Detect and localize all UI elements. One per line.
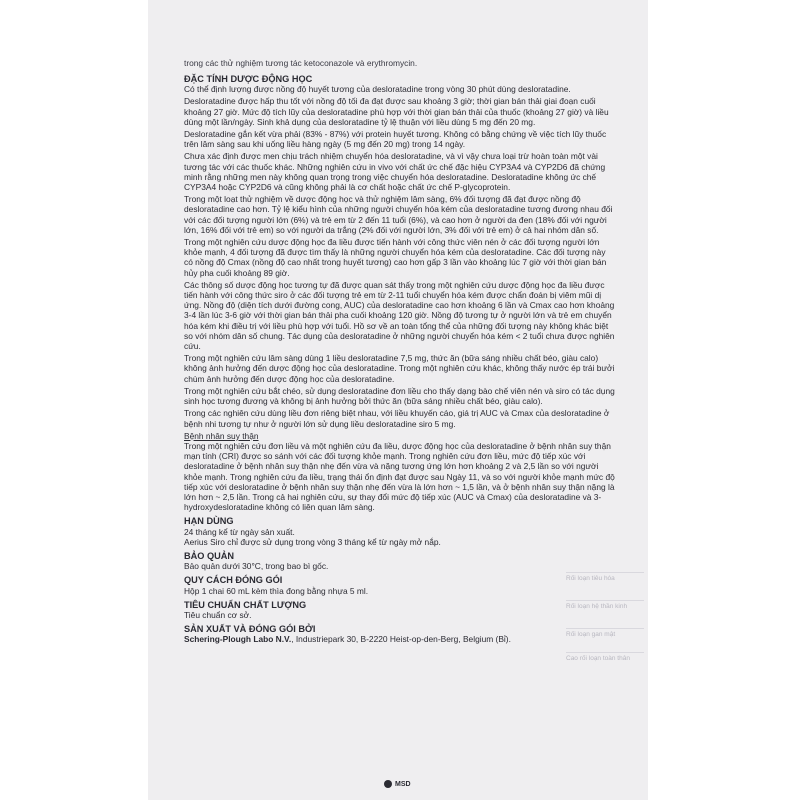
msd-logo-text: MSD <box>395 780 411 788</box>
manufacturer-heading: SẢN XUẤT VÀ ĐÓNG GÓI BỞI <box>184 624 316 635</box>
pk-paragraph: Desloratadine gắn kết vừa phải (83% - 87%) với protein huyết tương. Không có bằng chứng về việc tích lũy thuốc trên lâm sàng sau khi uống liều hàng ngày (5 mg đến 20 mg) trong 14 ngày. <box>184 129 607 150</box>
storage-text: Bảo quản dưới 30°C, trong bao bì gốc. <box>184 561 329 572</box>
pk-paragraph: Trong các nghiên cứu dùng liều đơn riêng biệt nhau, với liều khuyến cáo, giá trị AUC và Cmax của desloratadine ở bệnh nhi tương tự như ở người lớn sử dụng liều desloratadine siro 5 mg. <box>184 408 610 429</box>
manufacturer-address: , Industriepark 30, B-2220 Heist-op-den-Berg, Belgium (Bỉ). <box>291 634 511 645</box>
pharmacokinetics-heading: ĐẶC TÍNH DƯỢC ĐỘNG HỌC <box>184 74 313 84</box>
show-through-text: Rối loạn gan mật <box>566 628 644 639</box>
pk-paragraph: Trong một loạt thử nghiệm về dược động học và thử nghiệm lâm sàng, 6% đối tượng đã đạt được nồng độ desloratadine cao hơn. Tỷ lệ kiểu hình của những người chuyển hóa kém của desloratadine tương đương nhau đối với các đối tượng người lớn (6%) và trẻ em từ 2 đến 11 tuổi (6%), và cao hơn ở người da đen (18% đối với người lớn, 16% đối với trẻ em) so với người da trắng (2% đối với người lớn, 3% đối với trẻ em) ở cả hai nhóm dân số. <box>184 194 613 235</box>
msd-logo <box>384 780 411 788</box>
manufacturer-line <box>184 634 616 644</box>
shelf-life-line: Aerius Siro chỉ được sử dụng trong vòng 3 tháng kể từ ngày mở nắp. <box>184 536 441 547</box>
packaging-text: Hộp 1 chai 60 mL kèm thìa đong bằng nhựa 5 ml. <box>184 585 369 596</box>
pk-paragraph: Chưa xác định được men chịu trách nhiệm chuyển hóa desloratadine, và vì vậy chưa loại trừ hoàn toàn một vài tương tác với các thuốc khác. Những nghiên cứu in vivo với chất ức chế đặc hiệu CYP3A4 và CYP2D6 đã chứng minh rằng những men này không quan trọng trong việc chuyển hóa desloratadine. Desloratadine không ức chế CYP3A4 hoặc CYP2D6 và cũng không phải là cơ chất hoặc chất ức chế P-glycoprotein. <box>184 151 606 193</box>
top-cut-line: trong các thử nghiệm tương tác ketoconazole và erythromycin. <box>184 58 418 68</box>
leaflet-content <box>184 70 616 645</box>
pk-paragraph: Các thông số dược động học tương tự đã được quan sát thấy trong một nghiên cứu dược động học đa liều được tiến hành với công thức siro ở các đối tượng trẻ em từ 2-11 tuổi chuyển hóa kém được chẩn đoán bị viêm mũi dị ứng. Nồng độ (diện tích dưới đường cong, AUC) của desloratadine cao hơn khoảng 6 lần và Cmax cao hơn khoảng 3-4 lần lúc 3-6 giờ với thời gian bán thải pha cuối khoảng 120 giờ. Nồng độ tương tự ở người lớn và trẻ em chuyển hóa kém khi điều trị với liều phù hợp với tuổi. Hồ sơ về an toàn tổng thể của những đối tượng này không khác biệt so với nhóm dân số chung. Tác dụng của desloratadine ở những người chuyển hóa kém < 2 tuổi chưa được nghiên cứu. <box>184 279 615 352</box>
pk-paragraph: Trong một nghiên cứu lâm sàng dùng 1 liều desloratadine 7,5 mg, thức ăn (bữa sáng nhiều chất béo, giàu calo) không ảnh hưởng đến dược động học của desloratadine. Trong một nghiên cứu khác, không thấy nước ép trái bưởi chùm ảnh hưởng đến dược động học của desloratadine. <box>184 353 615 384</box>
storage-heading: BẢO QUẢN <box>184 550 235 561</box>
renal-subheading: Bệnh nhân suy thận <box>184 430 259 441</box>
show-through-text: Rối loạn hệ thần kinh <box>566 600 644 611</box>
pk-paragraph: Trong một nghiên cứu bắt chéo, sử dụng desloratadine đơn liều cho thấy dạng bào chế viên nén và siro có tác dụng sinh học tương đương và không bị ảnh hưởng bởi thức ăn (bữa sáng nhiều chất béo, giàu calo). <box>184 385 615 407</box>
manufacturer-name: Schering-Plough Labo N.V. <box>184 634 292 645</box>
pk-paragraph: Trong một nghiên cứu dược động học đa liều được tiến hành với công thức viên nén ở các đối tượng người lớn khỏe mạnh, 4 đối tượng đã được tìm thấy là những người chuyển hóa kém của desloratadine. Các đối tượng này có nồng độ Cmax (nồng độ cao nhất trong huyết tương) cao hơn gấp 3 lần vào khoảng lúc 7 giờ với thời gian bán hủy pha cuối khoảng 89 giờ. <box>184 237 607 278</box>
show-through-text: Cao rối loạn toàn thân <box>566 652 644 663</box>
pk-paragraph: Có thể định lượng được nồng độ huyết tương của desloratadine trong vòng 30 phút dùng desloratadine. <box>184 84 571 95</box>
show-through-text: Rối loạn tiêu hóa <box>566 572 644 583</box>
quality-heading: TIÊU CHUẨN CHẤT LƯỢNG <box>184 599 307 610</box>
leaflet-page <box>148 0 648 800</box>
pk-paragraph: Desloratadine được hấp thu tốt với nồng độ tối đa đạt được sau khoảng 3 giờ; thời gian bán thải giai đoạn cuối khoảng 27 giờ. Mức độ tích lũy của desloratadine phù hợp với thời gian bán thải của thuốc (khoảng 27 giờ) và liều dùng một lần/ngày. Sinh khả dụng của desloratadine tỷ lệ thuận với liều dùng 5 mg đến 20 mg. <box>184 96 609 127</box>
shelf-life-heading: HẠN DÙNG <box>184 516 234 527</box>
quality-text: Tiêu chuẩn cơ sở. <box>184 609 252 620</box>
msd-logo-icon <box>384 780 392 788</box>
shelf-life-line: 24 tháng kể từ ngày sản xuất. <box>184 526 295 537</box>
renal-paragraph: Trong một nghiên cứu đơn liều và một nghiên cứu đa liều, dược động học của desloratadine ở bệnh nhân suy thận mạn tính (CRI) được so sánh với các đối tượng khỏe mạnh. Trong nghiên cứu đơn liều, mức độ tiếp xúc với desloratadine ở bệnh nhân suy thận nhẹ đến vừa và nặng tương ứng lớn hơn khoảng 2 và 2,5 lần so với người khỏe mạnh. Trong nghiên cứu đa liều, trạng thái ổn định đạt được sau Ngày 11, và so với người khỏe mạnh mức độ tiếp xúc với desloratadine ở bệnh nhân suy thận nhẹ đến vừa là lớn hơn ~ 1,5 lần, và ở bệnh nhân suy thận nặng là lớn hơn ~ 2,5 lần. Trong cả hai nghiên cứu, sự thay đổi mức độ tiếp xúc (AUC và Cmax) của desloratadine và 3-hydroxydesloratadine không có liên quan lâm sàng. <box>184 440 615 513</box>
packaging-heading: QUY CÁCH ĐÓNG GÓI <box>184 575 283 586</box>
